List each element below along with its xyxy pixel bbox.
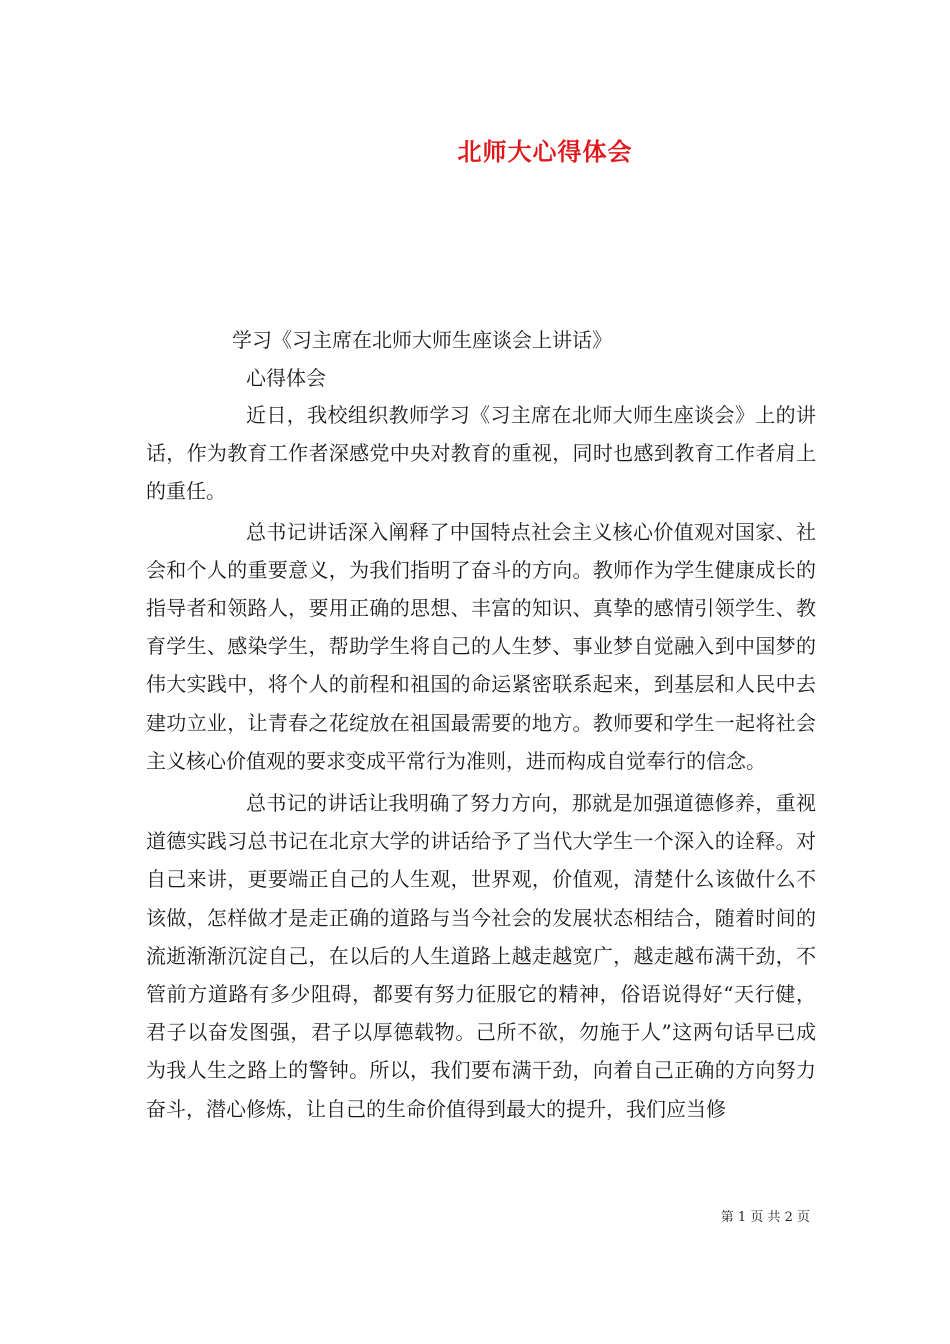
paragraph: 近日，我校组织教师学习《习主席在北师大师生座谈会》上的讲话，作为教育工作者深感党中央对教育的重视，同时也感到教育工作者肩上的重任。: [146, 403, 816, 504]
paragraph: 总书记讲话深入阐释了中国特点社会主义核心价值观对国家、社会和个人的重要意义，为我们指明了奋斗的方向。教师作为学生健康成长的指导者和领路人，要用正确的思想、丰富的知识、真挚的感情引领学生、教育学生、感染学生，帮助学生将自己的人生梦、事业梦自觉融入到中国梦的伟大实践中，将个人的前程和祖国的命运紧密联系起来，到基层和人民中去建功立业，让青春之花绽放在祖国最需要的地方。教师要和学生一起将社会主义核心价值观的要求变成平常行为准则，进而构成自觉奉行的信念。: [146, 519, 816, 773]
document-body: [146, 396, 816, 1130]
paragraph: 总书记的讲话让我明确了努力方向，那就是加强道德修养，重视道德实践习总书记在北京大学的讲话给予了当代大学生一个深入的诠释。对自己来讲，更要端正自己的人生观，世界观，价值观，清楚什么该做什么不该做，怎样做才是走正确的道路与当今社会的发展状态相结合，随着时间的流逝渐渐沉淀自己，在以后的人生道路上越走越宽广，越走越布满干劲，不管前方道路有多少阻碍，都要有努力征服它的精神，俗语说得好“天行健，君子以奋发图强，君子以厚德载物。己所不欲，勿施于人”这两句话早已成为我人生之路上的警钟。所以，我们要布满干劲，向着自己正确的方向努力奋斗，潜心修炼，让自己的生命价值得到最大的提升，我们应当修: [146, 791, 816, 1121]
subtitle-line-1: 学习《习主席在北师大师生座谈会上讲话》: [232, 328, 612, 352]
document-title: 北师大心得体会: [457, 137, 633, 166]
page-footer: 第 1 页 共 2 页: [720, 1210, 810, 1225]
subtitle-line-2: 心得体会: [246, 366, 326, 390]
